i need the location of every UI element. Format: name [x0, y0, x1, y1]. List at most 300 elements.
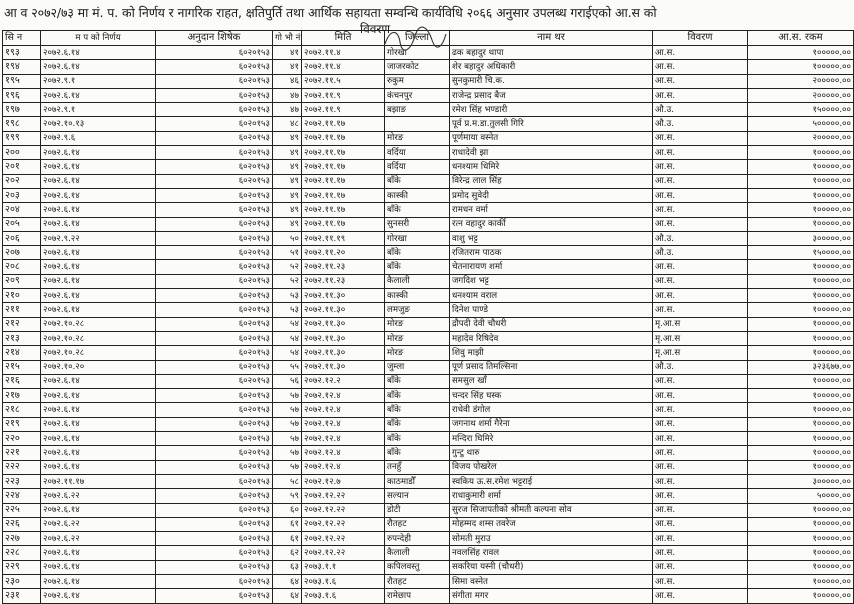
row-decision: २०७२.६.१४: [41, 188, 156, 202]
row-budget-head: ६०२०१५३: [156, 246, 273, 260]
row-gp: ५७: [273, 446, 302, 460]
row-date: २०७२.११.९: [302, 88, 385, 102]
row-budget-head: ६०२०१५३: [156, 374, 273, 388]
row-date: २०७२.११.३०: [302, 317, 385, 331]
row-name: प्रमोद सुवेदी: [450, 188, 653, 202]
row-details: औ.उ.: [653, 103, 748, 117]
row-amount: १०००००.००: [748, 560, 854, 574]
row-details: आ.स.: [653, 88, 748, 102]
row-decision: २०७२.६.१४: [41, 417, 156, 431]
row-details: आ.स.: [653, 217, 748, 231]
table-row: [3, 417, 854, 431]
row-decision: २०७२.६.१४: [41, 503, 156, 517]
row-amount: १०००००.००: [748, 317, 854, 331]
row-sn: २११: [3, 303, 41, 317]
row-amount: १०००००.००: [748, 432, 854, 446]
row-details: आ.स.: [653, 574, 748, 588]
table-row: [3, 174, 854, 188]
row-date: २०७२.१२.२२: [302, 503, 385, 517]
row-sn: २०७: [3, 246, 41, 260]
row-gp: ६१: [273, 532, 302, 546]
row-name: धनश्याम वराल: [450, 289, 653, 303]
row-decision: २०७२.६.१४: [41, 303, 156, 317]
table-row: [3, 374, 854, 388]
table-row: [3, 560, 854, 574]
row-amount: १०००००.००: [748, 417, 854, 431]
row-amount: १०००००.००: [748, 403, 854, 417]
row-details: आ.स.: [653, 546, 748, 560]
row-district: बाँके: [385, 432, 450, 446]
row-gp: ४९: [273, 146, 302, 160]
row-name: विजय पोखरेल: [450, 460, 653, 474]
row-budget-head: ६०२०१५३: [156, 60, 273, 74]
row-budget-head: ६०२०१५३: [156, 432, 273, 446]
row-gp: ४९: [273, 174, 302, 188]
row-sn: २२५: [3, 503, 41, 517]
row-amount: १०००००.००: [748, 274, 854, 288]
row-amount: १०००००.००: [748, 574, 854, 588]
row-budget-head: ६०२०१५३: [156, 303, 273, 317]
row-name: सकरिया यस्नी (चौधरी): [450, 560, 653, 574]
row-decision: २०७२.६.१४: [41, 432, 156, 446]
table-row: [3, 460, 854, 474]
row-budget-head: ६०२०१५३: [156, 503, 273, 517]
table-row: [3, 503, 854, 517]
row-details: आ.स.: [653, 432, 748, 446]
row-sn: २०८: [3, 260, 41, 274]
row-gp: ५१: [273, 246, 302, 260]
table-row: [3, 403, 854, 417]
row-district: बाँके: [385, 260, 450, 274]
row-amount: १०००००.००: [748, 460, 854, 474]
row-district: कास्की: [385, 188, 450, 202]
row-budget-head: ६०२०१५३: [156, 560, 273, 574]
row-sn: १९३: [3, 46, 41, 60]
row-details: आ.स.: [653, 203, 748, 217]
row-date: २०७२.११.१७: [302, 217, 385, 231]
row-details: आ.स.: [653, 74, 748, 88]
row-sn: २१३: [3, 331, 41, 345]
row-district: कंचनपुर: [385, 88, 450, 102]
row-decision: २०७२.१०.१३: [41, 117, 156, 131]
row-gp: ६२: [273, 546, 302, 560]
row-gp: ४१: [273, 60, 302, 74]
table-row: [3, 88, 854, 102]
row-gp: ४९: [273, 203, 302, 217]
row-gp: ५७: [273, 460, 302, 474]
row-budget-head: ६०२०१५३: [156, 331, 273, 345]
row-amount: १५००००.००: [748, 246, 854, 260]
row-name: पूर्ण प्रसाद तिमल्सिना: [450, 360, 653, 374]
table-row: [3, 360, 854, 374]
row-name: रमेश सिंह भण्डारी: [450, 103, 653, 117]
row-date: २०७२.११.३०: [302, 289, 385, 303]
row-decision: २०७२.६.१४: [41, 574, 156, 588]
row-gp: ५७: [273, 432, 302, 446]
row-district: रौतहट: [385, 574, 450, 588]
row-date: २०७२.११.१७: [302, 188, 385, 202]
row-details: आ.स.: [653, 589, 748, 603]
row-decision: २०७२.९.६: [41, 131, 156, 145]
row-amount: १०००००.००: [748, 446, 854, 460]
table-row: [3, 331, 854, 345]
row-name: सुनकुमारी चि.क.: [450, 74, 653, 88]
row-name: महादेव रिषिदेव: [450, 331, 653, 345]
row-decision: २०७२.६.१४: [41, 560, 156, 574]
row-district: गोरखा: [385, 46, 450, 60]
row-budget-head: ६०२०१५३: [156, 460, 273, 474]
row-sn: २२७: [3, 532, 41, 546]
row-decision: २०७२.६.१४: [41, 289, 156, 303]
row-amount: १०००००.००: [748, 389, 854, 403]
table-row: [3, 260, 854, 274]
row-sn: १९९: [3, 131, 41, 145]
row-budget-head: ६०२०१५३: [156, 160, 273, 174]
row-name: दिनेश पाण्डे: [450, 303, 653, 317]
row-gp: ६०: [273, 503, 302, 517]
row-sn: २२०: [3, 432, 41, 446]
row-date: २०७२.११.१७: [302, 146, 385, 160]
row-district: बाँके: [385, 417, 450, 431]
row-name: सिमा वस्नेत: [450, 574, 653, 588]
row-budget-head: ६०२०१५३: [156, 589, 273, 603]
row-details: आ.स.: [653, 446, 748, 460]
row-district: सुनसरी: [385, 217, 450, 231]
row-amount: १०००००.००: [748, 532, 854, 546]
row-decision: २०७२.१०.२०: [41, 360, 156, 374]
row-sn: २०६: [3, 231, 41, 245]
header-details: विवरण: [653, 31, 748, 46]
row-gp: ४७: [273, 103, 302, 117]
table-row: [3, 46, 854, 60]
row-date: २०७२.११.४: [302, 46, 385, 60]
row-amount: २०००००.००: [748, 131, 854, 145]
row-name: रत्न वहादुर कार्की: [450, 217, 653, 231]
row-name: पूर्णमाया वस्नेत: [450, 131, 653, 145]
row-sn: १९७: [3, 103, 41, 117]
table-row: [3, 131, 854, 145]
row-date: २०७२.१२.४: [302, 432, 385, 446]
row-date: २०७२.११.९: [302, 103, 385, 117]
row-date: २०७२.११.५: [302, 74, 385, 88]
row-budget-head: ६०२०१५३: [156, 546, 273, 560]
table-row: [3, 217, 854, 231]
row-district: बाँके: [385, 203, 450, 217]
document-title: आ व २०७२/७३ मा मं. प. को निर्णय र नागरिक राहत, क्षतिपुर्ति तथा आर्थिक सहायता सम्वन्धि कार्यविधि २०६६ अनुसार उपलब्ध गराईएको आ.स को: [4, 5, 657, 20]
row-decision: २०७२.६.१४: [41, 389, 156, 403]
row-details: आ.स.: [653, 403, 748, 417]
table-row: [3, 160, 854, 174]
row-gp: ५०: [273, 231, 302, 245]
row-sn: २१०: [3, 289, 41, 303]
row-budget-head: ६०२०१५३: [156, 289, 273, 303]
row-gp: ५८: [273, 474, 302, 488]
row-district: कास्की: [385, 289, 450, 303]
row-details: आ.स.: [653, 460, 748, 474]
row-district: बझाङ: [385, 103, 450, 117]
row-decision: २०७२.६.१४: [41, 46, 156, 60]
row-amount: १०००००.००: [748, 346, 854, 360]
row-decision: २०७२.६.१४: [41, 174, 156, 188]
row-date: २०७२.१२.२२: [302, 489, 385, 503]
row-decision: २०७२.६.१४: [41, 88, 156, 102]
table-row: [3, 303, 854, 317]
row-name: जगदिश भट्ट: [450, 274, 653, 288]
row-sn: २२९: [3, 560, 41, 574]
row-sn: २०५: [3, 217, 41, 231]
row-district: मोरङ: [385, 131, 450, 145]
table-row: [3, 474, 854, 488]
header-budget-head: अनुदान शिषेक: [156, 31, 273, 46]
row-district: मोरङ: [385, 317, 450, 331]
header-sn: सि न: [3, 31, 41, 46]
row-amount: १०००००.००: [748, 289, 854, 303]
row-district: बाँके: [385, 389, 450, 403]
document-title-continued: विवरण: [360, 22, 391, 36]
row-date: २०७२.१२.२: [302, 374, 385, 388]
row-name: सोमती मुराउ: [450, 532, 653, 546]
row-sn: १९६: [3, 88, 41, 102]
row-decision: २०७२.६.१४: [41, 446, 156, 460]
table-row: [3, 231, 854, 245]
row-amount: ५०००००.००: [748, 117, 854, 131]
row-budget-head: ६०२०१५३: [156, 346, 273, 360]
row-decision: २०७२.६.२२: [41, 532, 156, 546]
row-date: २०७३.१.६: [302, 589, 385, 603]
row-details: आ.स.: [653, 489, 748, 503]
table-row: [3, 74, 854, 88]
row-sn: १९५: [3, 74, 41, 88]
row-district: बाँके: [385, 374, 450, 388]
row-name: ढक बहादुर थापा: [450, 46, 653, 60]
row-district: गोरखा: [385, 231, 450, 245]
table-row: [3, 246, 854, 260]
row-budget-head: ६०२०१५३: [156, 446, 273, 460]
header-district: जिल्ला: [385, 31, 450, 46]
row-date: २०७३.१.६: [302, 574, 385, 588]
row-name: द्रौपदी देवी चौधरी: [450, 317, 653, 331]
row-date: २०७२.११.१७: [302, 174, 385, 188]
row-details: आ.स.: [653, 188, 748, 202]
row-details: आ.स.: [653, 46, 748, 60]
row-details: आ.स.: [653, 289, 748, 303]
table-row: [3, 389, 854, 403]
row-gp: ४९: [273, 217, 302, 231]
row-gp: ६१: [273, 517, 302, 531]
row-name: शेर बहादुर अधिकारी: [450, 60, 653, 74]
row-name: धनश्याम धिमिरे: [450, 160, 653, 174]
row-decision: २०७२.६.१४: [41, 146, 156, 160]
row-sn: २०९: [3, 274, 41, 288]
row-amount: ३०००००.००: [748, 231, 854, 245]
row-date: २०७२.११.२३: [302, 274, 385, 288]
row-amount: ५००००.००: [748, 489, 854, 503]
table-row: [3, 103, 854, 117]
row-district: वर्दिया: [385, 146, 450, 160]
row-budget-head: ६०२०१५३: [156, 203, 273, 217]
row-budget-head: ६०२०१५३: [156, 360, 273, 374]
row-details: मृ.आ.स: [653, 317, 748, 331]
table-row: [3, 317, 854, 331]
row-name: विरेन्द्र लाल सिंह: [450, 174, 653, 188]
row-gp: ५७: [273, 389, 302, 403]
row-details: आ.स.: [653, 560, 748, 574]
row-budget-head: ६०२०१५३: [156, 532, 273, 546]
row-details: आ.स.: [653, 374, 748, 388]
row-budget-head: ६०२०१५३: [156, 131, 273, 145]
row-district: जुम्ला: [385, 360, 450, 374]
row-amount: २०००००.००: [748, 74, 854, 88]
row-details: आ.स.: [653, 131, 748, 145]
row-budget-head: ६०२०१५३: [156, 417, 273, 431]
row-name: समसुल खाँ: [450, 374, 653, 388]
row-decision: २०७२.६.२२: [41, 517, 156, 531]
row-details: आ.स.: [653, 503, 748, 517]
row-details: मृ.आ.स: [653, 331, 748, 345]
row-name: राधेवी डंगोल: [450, 403, 653, 417]
row-details: आ.स.: [653, 146, 748, 160]
row-sn: १९४: [3, 60, 41, 74]
row-sn: २१७: [3, 389, 41, 403]
row-decision: २०७२.९.१: [41, 103, 156, 117]
row-sn: २१६: [3, 374, 41, 388]
row-decision: २०७२.१०.२८: [41, 317, 156, 331]
row-amount: १०००००.००: [748, 146, 854, 160]
row-district: कैलाली: [385, 546, 450, 560]
row-decision: २०७२.११.१७: [41, 474, 156, 488]
row-district: कपिलवस्तु: [385, 560, 450, 574]
row-district: लमजुङ: [385, 303, 450, 317]
row-name: स्वकिय ऊ.स.रमेश भट्टराई: [450, 474, 653, 488]
row-name: रजितराम पाठक: [450, 246, 653, 260]
row-amount: १०००००.००: [748, 46, 854, 60]
row-name: सुरज सिजापतीको श्रीमती कल्पना सोव: [450, 503, 653, 517]
row-sn: २२६: [3, 517, 41, 531]
row-budget-head: ६०२०१५३: [156, 317, 273, 331]
row-district: रुकुम: [385, 74, 450, 88]
row-amount: १०००००.००: [748, 589, 854, 603]
row-name: नवलसिंह रावल: [450, 546, 653, 560]
row-gp: ५४: [273, 346, 302, 360]
row-date: २०७२.१२.४: [302, 417, 385, 431]
row-budget-head: ६०२०१५३: [156, 217, 273, 231]
row-budget-head: ६०२०१५३: [156, 389, 273, 403]
row-details: आ.स.: [653, 517, 748, 531]
row-budget-head: ६०२०१५३: [156, 103, 273, 117]
row-details: आ.स.: [653, 60, 748, 74]
row-amount: १०००००.००: [748, 503, 854, 517]
row-district: रामेछाप: [385, 589, 450, 603]
row-gp: ५९: [273, 489, 302, 503]
row-details: औ.उ.: [653, 117, 748, 131]
row-gp: ४६: [273, 74, 302, 88]
header-gp: गो भौ नं: [273, 31, 302, 46]
row-name: मोहम्मद शम्स तवरेज: [450, 517, 653, 531]
row-sn: २२३: [3, 474, 41, 488]
row-name: शिवु माझी: [450, 346, 653, 360]
row-amount: १०००००.००: [748, 374, 854, 388]
row-date: २०७२.११.१७: [302, 203, 385, 217]
row-name: राधादेवी झा: [450, 146, 653, 160]
row-decision: २०७२.६.१४: [41, 160, 156, 174]
row-gp: ६४: [273, 574, 302, 588]
row-details: औ.उ.: [653, 231, 748, 245]
row-name: राधाकुमारी शर्मा: [450, 489, 653, 503]
row-details: आ.स.: [653, 174, 748, 188]
row-gp: ४१: [273, 46, 302, 60]
row-decision: २०७२.६.१४: [41, 60, 156, 74]
row-decision: २०७२.६.१४: [41, 374, 156, 388]
row-name: जगनाथ शर्मा गैरेना: [450, 417, 653, 431]
row-district: बाँके: [385, 174, 450, 188]
row-decision: २०७२.६.१४: [41, 589, 156, 603]
row-amount: १०००००.००: [748, 303, 854, 317]
row-budget-head: ६०२०१५३: [156, 403, 273, 417]
row-district: [385, 117, 450, 131]
row-decision: २०७२.६.१४: [41, 260, 156, 274]
row-budget-head: ६०२०१५३: [156, 260, 273, 274]
row-gp: ५३: [273, 289, 302, 303]
row-date: २०७२.११.३०: [302, 360, 385, 374]
row-gp: ५७: [273, 417, 302, 431]
row-sn: २२२: [3, 460, 41, 474]
row-date: २०७२.११.२०: [302, 246, 385, 260]
row-gp: ५४: [273, 331, 302, 345]
row-name: चन्दर सिंह घस्क: [450, 389, 653, 403]
table-row: [3, 188, 854, 202]
row-sn: २१८: [3, 403, 41, 417]
row-decision: २०७२.६.१४: [41, 460, 156, 474]
row-amount: १५००००.००: [748, 103, 854, 117]
row-gp: ४७: [273, 88, 302, 102]
row-date: २०७२.११.१९: [302, 231, 385, 245]
table-row: [3, 517, 854, 531]
row-amount: १०००००.००: [748, 188, 854, 202]
row-gp: ६४: [273, 589, 302, 603]
row-amount: १०००००.००: [748, 203, 854, 217]
row-details: आ.स.: [653, 474, 748, 488]
row-budget-head: ६०२०१५३: [156, 46, 273, 60]
row-gp: ४९: [273, 188, 302, 202]
row-district: कैलाली: [385, 274, 450, 288]
row-date: २०७२.१२.४: [302, 446, 385, 460]
row-district: बाँके: [385, 446, 450, 460]
row-budget-head: ६०२०१५३: [156, 231, 273, 245]
row-date: २०७३.१.१: [302, 560, 385, 574]
row-details: आ.स.: [653, 532, 748, 546]
row-decision: २०७२.६.१४: [41, 403, 156, 417]
row-name: राजेन्द्र प्रसाद बैज: [450, 88, 653, 102]
row-details: आ.स.: [653, 417, 748, 431]
row-gp: ४९: [273, 160, 302, 174]
row-sn: २०१: [3, 160, 41, 174]
row-date: २०७२.११.३०: [302, 346, 385, 360]
row-date: २०७२.११.४: [302, 60, 385, 74]
row-name: वाशु भट्ट: [450, 231, 653, 245]
row-budget-head: ६०२०१५३: [156, 489, 273, 503]
row-district: मोरङ: [385, 331, 450, 345]
row-gp: ४९: [273, 131, 302, 145]
row-district: काठमाडौँ: [385, 474, 450, 488]
row-decision: २०७२.६.१४: [41, 546, 156, 560]
header-name: नाम थर: [450, 31, 653, 46]
row-decision: २०७२.६.१४: [41, 274, 156, 288]
row-date: २०७२.१२.२२: [302, 546, 385, 560]
row-sn: २०४: [3, 203, 41, 217]
row-district: रुपन्देही: [385, 532, 450, 546]
table-row: [3, 60, 854, 74]
row-sn: २२८: [3, 546, 41, 560]
